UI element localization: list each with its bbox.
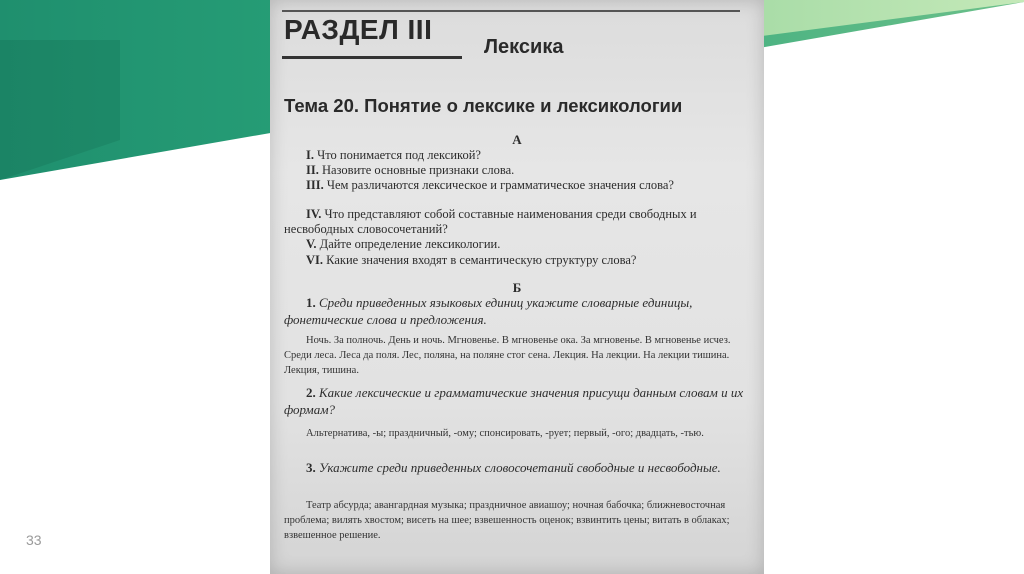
section-subtitle: Лексика	[484, 36, 564, 58]
task-1: 1. Среди приведенных языковых единиц укажите словарные единицы, фонетические слова и предложения.	[284, 295, 693, 327]
task-3-example: Театр абсурда; авангардная музыка; праздничное авиашоу; ночная бабочка; ближневосточная проблема; вилять хвостом; висеть на шее; взвешенность оценок; взвинтить цены; витать в облаках; взвешенное решение.	[284, 500, 730, 541]
textbook-page-photo	[270, 0, 764, 574]
block-b-letter: Б	[512, 280, 522, 295]
section-top-rule	[282, 10, 740, 12]
question-5: V. Дайте определение лексикологии.	[306, 237, 501, 251]
task-1-example: Ночь. За полночь. День и ночь. Мгновенье. В мгновенье ока. За мгновенье. В мгновенье исчез. Среди леса. Леса да поля. Лес, поляна, на поляне стог сена. Лекция. На лекции. На лекции тишина. Лекция, тишина.	[284, 335, 731, 376]
question-6: VI. Какие значения входят в семантическую структуру слова?	[306, 253, 637, 267]
question-2: II. Назовите основные признаки слова.	[306, 163, 515, 177]
task-2-example: Альтернатива, -ы; праздничный, -ому; спонсировать, -рует; первый, -ого; двадцать, -тью.	[306, 428, 704, 439]
task-3: 3. Укажите среди приведенных словосочетаний свободные и несвободные.	[306, 460, 721, 475]
block-a-letter: А	[512, 132, 522, 147]
task-2: 2. Какие лексические и грамматические значения присущи данным словам и их формам?	[284, 385, 744, 417]
question-1: I. Что понимается под лексикой?	[306, 148, 481, 162]
topic-title: Тема 20. Понятие о лексике и лексикологии	[284, 95, 683, 116]
section-underline	[282, 56, 462, 59]
section-title: РАЗДЕЛ III	[284, 14, 433, 45]
slide-number: 33	[26, 532, 42, 548]
question-3: III. Чем различаются лексическое и грамматическое значения слова?	[306, 178, 674, 192]
question-4: IV. Что представляют собой составные наименования среди свободных и несвободных словосочетаний?	[284, 207, 697, 236]
